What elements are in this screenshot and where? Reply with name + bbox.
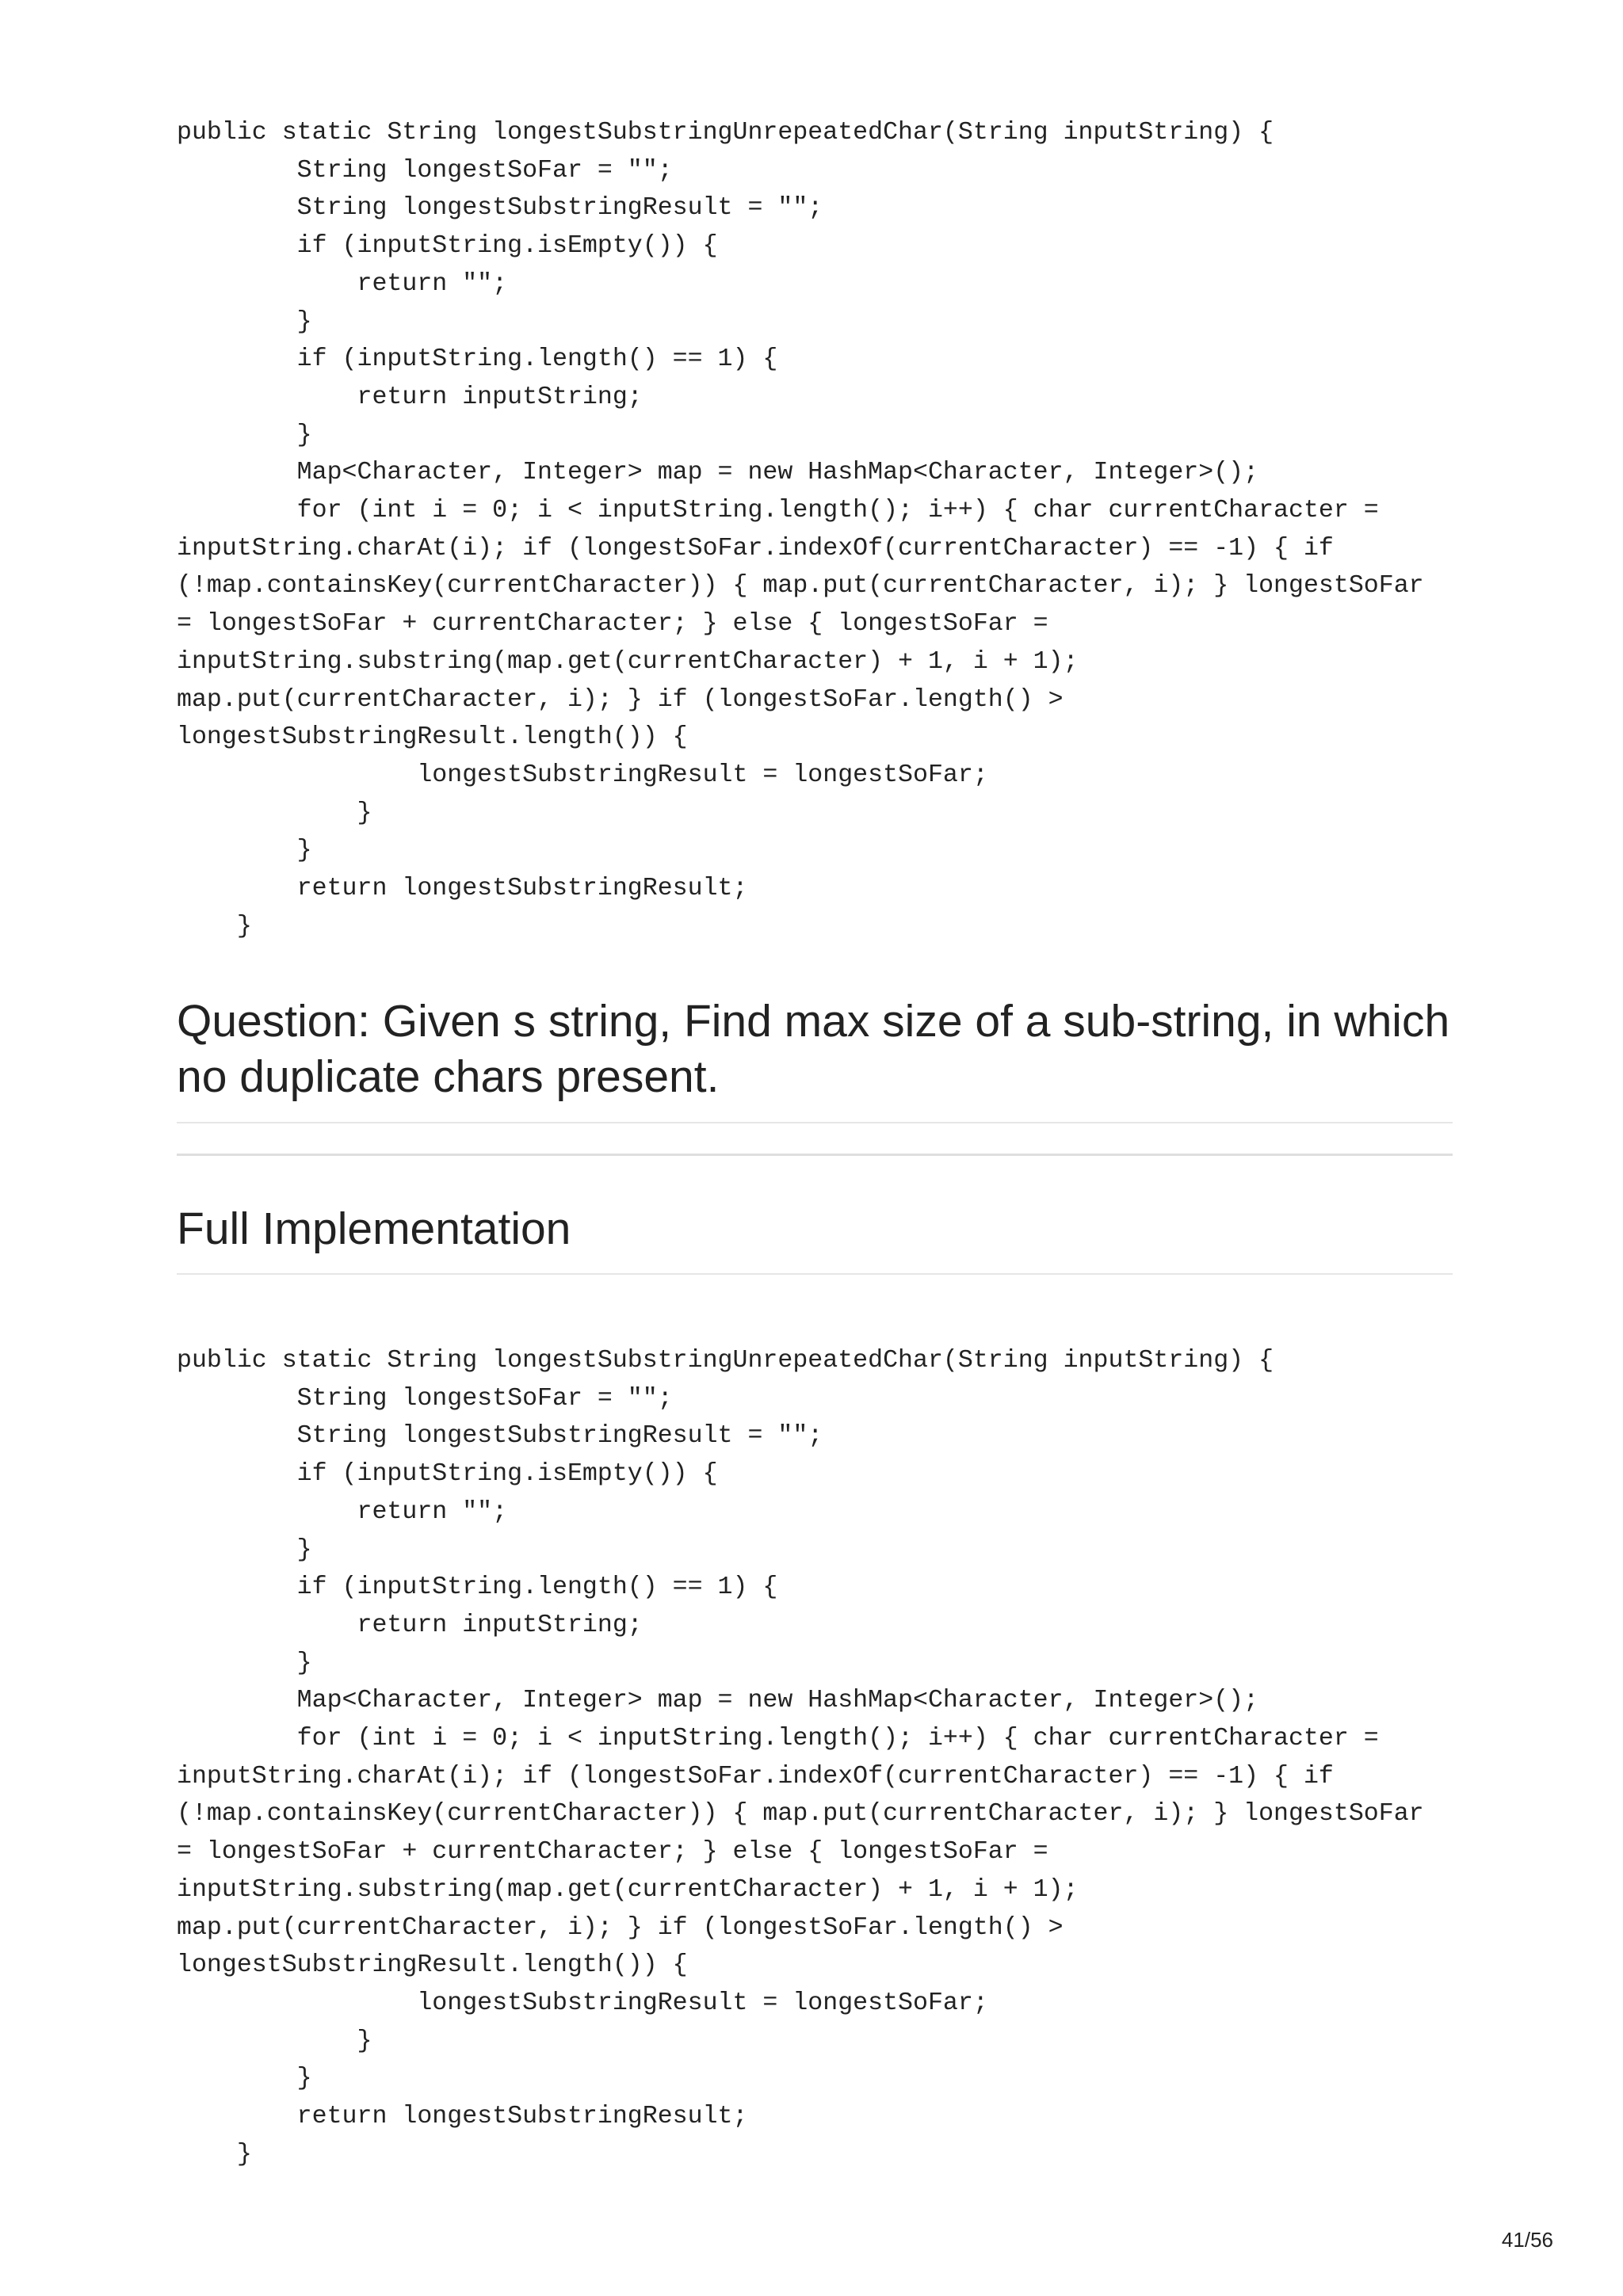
code-block-top: public static String longestSubstringUnrepeatedChar(String inputString) { String longestSoFar = ""; String longestSubstringResult = ""; if (inputString.isEmpty()) { return ""; } if (inputString.length() == 1) { return inputString; } Map<Character, Integer> map = new HashMap<Character, Integer>(); for (int i = 0; i < inputString.length(); i++) { char currentCharacter = inputString.charAt(i); if (longestSoFar.indexOf(currentCharacter) == -1) { if (!map.containsKey(currentCharacter)) { map.put(currentCharacter, i); } longestSoFar = longestSoFar + currentCharacter; } else { longestSoFar = inputString.substring(map.get(currentCharacter) + 1, i + 1); map.put(currentCharacter, i); } if (longestSoFar.length() > longestSubstringResult.length()) { longestSubstringResult = longestSoFar; } } return longestSubstringResult; } — [177, 119, 1424, 940]
heading-underline — [177, 1273, 1453, 1275]
page-number: 41/56 — [1501, 2228, 1553, 2252]
full-implementation-heading: Full Implementation — [177, 1203, 571, 1254]
heading-underline — [177, 1122, 1453, 1123]
section-divider — [177, 1154, 1453, 1156]
question-heading: Question: Given s string, Find max size of a sub-string, in which no duplicate chars present. — [177, 996, 1450, 1102]
code-block-bottom: public static String longestSubstringUnrepeatedChar(String inputString) { String longestSoFar = ""; String longestSubstringResult = ""; if (inputString.isEmpty()) { return ""; } if (inputString.length() == 1) { return inputString; } Map<Character, Integer> map = new HashMap<Character, Integer>(); for (int i = 0; i < inputString.length(); i++) { char currentCharacter = inputString.charAt(i); if (longestSoFar.indexOf(currentCharacter) == -1) { if (!map.containsKey(currentCharacter)) { map.put(currentCharacter, i); } longestSoFar = longestSoFar + currentCharacter; } else { longestSoFar = inputString.substring(map.get(currentCharacter) + 1, i + 1); map.put(currentCharacter, i); } if (longestSoFar.length() > longestSubstringResult.length()) { longestSubstringResult = longestSoFar; } } return longestSubstringResult; } — [177, 1347, 1424, 2168]
